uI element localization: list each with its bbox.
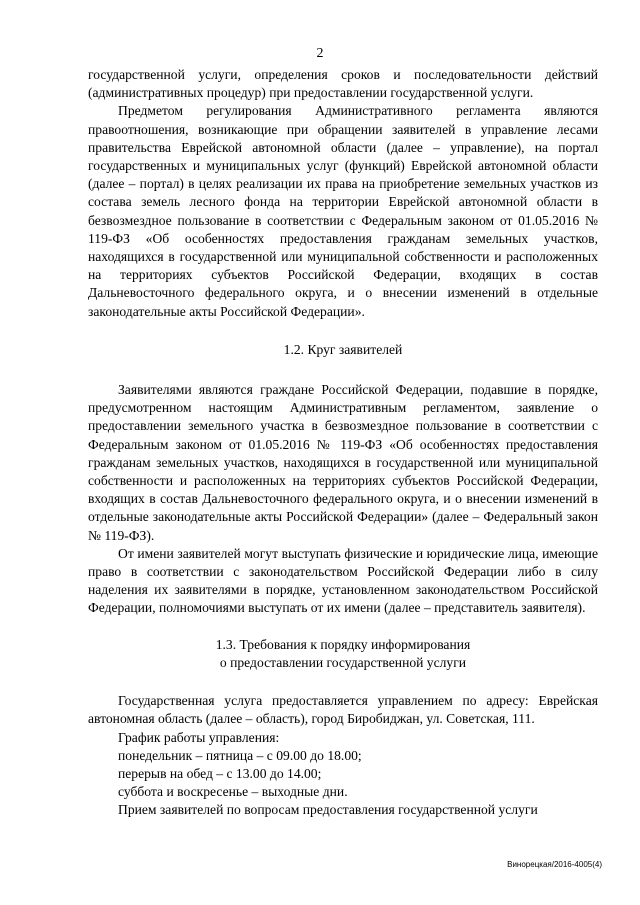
schedule-weekdays: понедельник – пятница – с 09.00 до 18.00; bbox=[118, 747, 362, 763]
section-1-2-heading: 1.2. Круг заявителей bbox=[283, 341, 403, 357]
subject-paragraph: Предметом регулирования Административного регламента являются правоотношения, возникающие при обращении заявителей в управление лесами правительства Еврейской автономной области (далее – управление), на портал государственных и муниципальных услуг (функций) Еврейской автономной области (далее – портал) в целях реализации их права на приобретение земельных участков из состава земель лесного фонда на территории Еврейской автономной области в безвозмездное пользование в соответствии с Федеральным законом от 01.05.2016 № 119-ФЗ «Об особенностях предоставления гражданам земельных участков, находящихся в государственной или муниципальной собственности и расположенных на территориях субъектов Российской Федерации, входящих в состав Дальневосточного федерального округа, и о внесении изменений в отдельные законодательные акты Российской Федерации». bbox=[88, 103, 598, 319]
service-address-paragraph: Государственная услуга предоставляется управлением по адресу: Еврейская автономная область (далее – область), город Биробиджан, ул. Советская, 111. bbox=[88, 693, 598, 727]
schedule-title: График работы управления: bbox=[118, 729, 280, 745]
footer-document-code: Винорецкая/2016-4005(4) bbox=[507, 860, 602, 869]
section-1-3-heading-line2: о предоставлении государственной услуги bbox=[219, 654, 467, 670]
reception-paragraph: Прием заявителей по вопросам предоставления государственной услуги bbox=[118, 802, 538, 818]
schedule-break: перерыв на обед – с 13.00 до 14.00; bbox=[118, 765, 322, 781]
applicants-paragraph: Заявителями являются граждане Российской Федерации, подавшие в порядке, предусмотренном настоящим Административным регламентом, заявление о предоставлении земельного участка в безвозмездное пользование в соответствии с Федеральным законом от 01.05.2016 № 119-ФЗ «Об особенностях предоставления гражданам земельных участков, находящихся в государственной или муниципальной собственности и расположенных на территориях субъектов Российской Федерации, входящих в состав Дальневосточного федерального округа, и о внесении изменений в отдельные законодательные акты Российской Федерации» (далее – Федеральный закон № 119-ФЗ). bbox=[88, 382, 598, 543]
intro-paragraph: государственной услуги, определения сроков и последовательности действий (административных процедур) при предоставлении государственной услуги. bbox=[88, 67, 598, 101]
document-body bbox=[88, 0, 598, 820]
representatives-paragraph: От имени заявителей могут выступать физические и юридические лица, имеющие право в соответствии с законодательством Российской Федерации либо в силу наделения их заявителями в порядке, установленном законодательством Российской Федерации, полномочиями выступать от их имени (далее – представитель заявителя). bbox=[88, 545, 598, 616]
page-number: 2 bbox=[316, 46, 324, 61]
section-1-3-heading-line1: 1.3. Требования к порядку информирования bbox=[215, 636, 471, 652]
schedule-weekend: суббота и воскресенье – выходные дни. bbox=[118, 784, 348, 800]
